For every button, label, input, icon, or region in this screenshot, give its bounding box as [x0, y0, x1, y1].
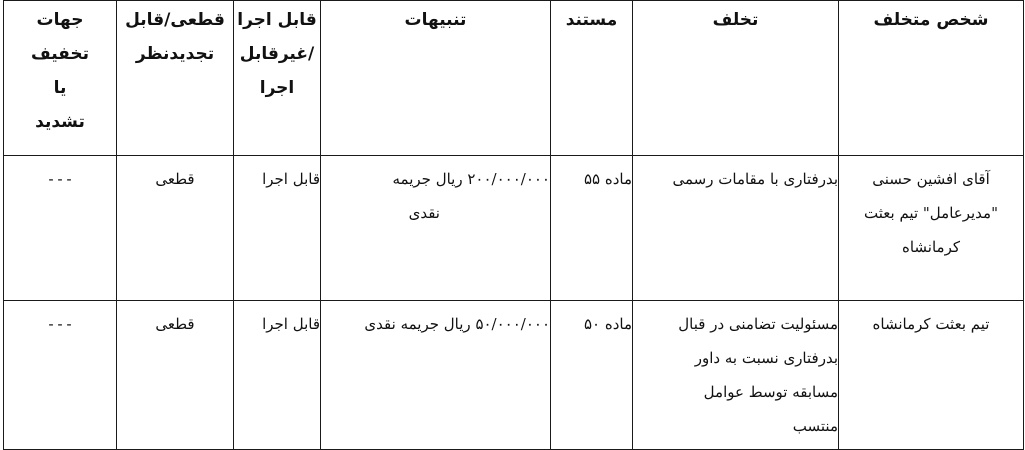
- header-violator: شخص متخلف: [839, 1, 1024, 156]
- ruling-table: [3, 0, 1024, 450]
- cell-violation: مسئولیت تضامنی در قبال بدرفتاری نسبت به داور مسابقه توسط عوامل منتسب: [633, 301, 839, 450]
- table-row: [4, 301, 1024, 450]
- cell-reduction: ---: [4, 156, 117, 301]
- cell-executable: قابل اجرا: [234, 156, 321, 301]
- cell-article: ماده ۵۰: [551, 301, 633, 450]
- header-violation: تخلف: [633, 1, 839, 156]
- header-penalty: تنبیهات: [321, 1, 551, 156]
- header-final: قطعی/قابل تجدیدنظر: [117, 1, 234, 156]
- cell-violation: بدرفتاری با مقامات رسمی: [633, 156, 839, 301]
- cell-penalty: ۲۰۰/۰۰۰/۰۰۰ ریال جریمه نقدی: [321, 156, 551, 301]
- cell-final: قطعی: [117, 301, 234, 450]
- header-row: [4, 1, 1024, 156]
- cell-executable: قابل اجرا: [234, 301, 321, 450]
- cell-final: قطعی: [117, 156, 234, 301]
- header-article: مستند: [551, 1, 633, 156]
- cell-violator: آقای افشین حسنی "مدیرعامل" تیم بعثت کرمانشاه: [839, 156, 1024, 301]
- cell-article: ماده ۵۵: [551, 156, 633, 301]
- header-reduction: جهات تخفیف یا تشدید: [4, 1, 117, 156]
- cell-penalty: ۵۰/۰۰۰/۰۰۰ ریال جریمه نقدی: [321, 301, 551, 450]
- table-row: [4, 156, 1024, 301]
- header-executable: قابل اجرا /غیرقابل اجرا: [234, 1, 321, 156]
- cell-reduction: ---: [4, 301, 117, 450]
- cell-violator: تیم بعثت کرمانشاه: [839, 301, 1024, 450]
